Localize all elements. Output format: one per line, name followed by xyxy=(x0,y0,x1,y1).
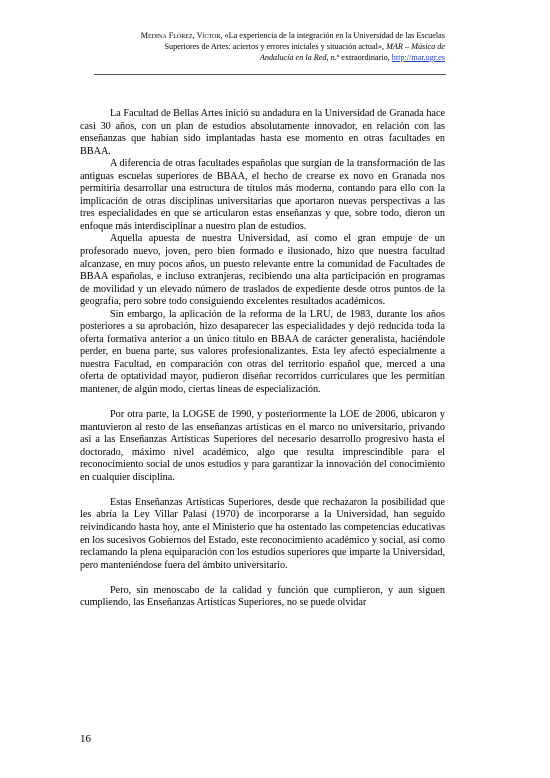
paragraph-2: A diferencia de otras facultades españolas que surgían de la transformación de las antiguas escuelas superiores de BBAA, el hecho de crearse ex novo en Granada nos permitiría desarrollar una estructura de títulos más moderna, contando para ello con la implicación de otras disciplinas universitarias que aportaron nuevas perspectivas a las tres especialidades en que se articularon estas enseñanzas y que, sobre todo, dieron un enfoque más interdisciplinar a nuestro plan de estudios. xyxy=(80,158,445,232)
header-author: Medina Flórez, Víctor xyxy=(140,31,221,40)
paragraph-3: Aquella apuesta de nuestra Universidad, así como el gran empuje de un profesorado nuevo, joven, pero bien formado e ilusionado, hizo que nuestra facultad alcanzase, en muy pocos años, un puesto relevante entre la comunidad de Facultades de BBAA españolas, e incluso extranjeras, recibiendo una alta participación en programas de movilidad y un elevado número de traslados de expediente desde otros puntos de la geografía, pero sobre todo consiguiendo excelentes resultados académicos. xyxy=(80,233,445,308)
header-rule xyxy=(94,74,446,75)
header-journal: MAR – Música de Andalucía en la Red xyxy=(259,42,445,62)
page-number: 16 xyxy=(80,733,91,745)
running-header xyxy=(130,30,445,63)
paragraph-6: Estas Enseñanzas Artísticas Superiores, desde que rechazaron la posibilidad que les abría la Ley Villar Palasí (1970) de incorporarse a la Universidad, han seguido reivindicando hasta hoy, ante el Ministerio que ha ostentado las competencias educativas en los sucesivos Gobiernos del Estado, este reconocimiento académico y social, así como reclamando la plena equiparación con los estudios superiores que imparte la Universidad, pero manteniéndose fuera del ámbito universitario. xyxy=(80,496,445,571)
paragraph-5: Por otra parte, la LOGSE de 1990, y posteriormente la LOE de 2006, ubicaron y mantuvieron al resto de las enseñanzas artísticas en el marco no universitario, privando así a las Enseñanzas Artísticas Superiores del necesario desarrollo progresivo hasta el doctorado, máximo nivel académico, algo que resulta imprescindible para el reconocimiento social de unos estudios y para garantizar la innovación del conocimiento en cualquier disciplina. xyxy=(80,409,445,483)
paragraph-1: La Facultad de Bellas Artes inició su andadura en la Universidad de Granada hace casi 30 años, con un plan de estudios absolutamente innovador, en relación con las enseñanzas que habían sido implantadas hasta ese momento en otras facultades en BBAA. xyxy=(80,108,445,157)
header-issue: , n.º extraordinario, xyxy=(326,53,392,62)
header-citation: , «La experiencia de la integración en la Universidad de las Escuelas Superiores de Artes: aciertos y errores iniciales y situación actual», xyxy=(164,31,445,51)
paragraph-7: Pero, sin menoscabo de la calidad y función que cumplieron, y aun siguen cumpliendo, las Enseñanzas Artísticas Superiores, no se puede olvidar xyxy=(80,584,445,609)
header-url-link[interactable]: http://mar.ugr.es xyxy=(391,53,445,62)
paragraph-4: Sin embargo, la aplicación de la reforma de la LRU, de 1983, durante los años posteriores a su aprobación, hizo desaparecer las especialidades y dejó reducida toda la oferta formativa anterior a un único título en BBAA de carácter generalista, haciéndole perder, en buena parte, sus valores profesionalizantes. Esta ley afectó especialmente a nuestra Facultad, en comparación con otras del territorio español que, merced a una oferta de optatividad mayor, pudieron diseñar recorridos curriculares que les permitían mantener, de algún modo, ciertas líneas de especialización. xyxy=(80,308,445,396)
body-text xyxy=(80,108,445,610)
